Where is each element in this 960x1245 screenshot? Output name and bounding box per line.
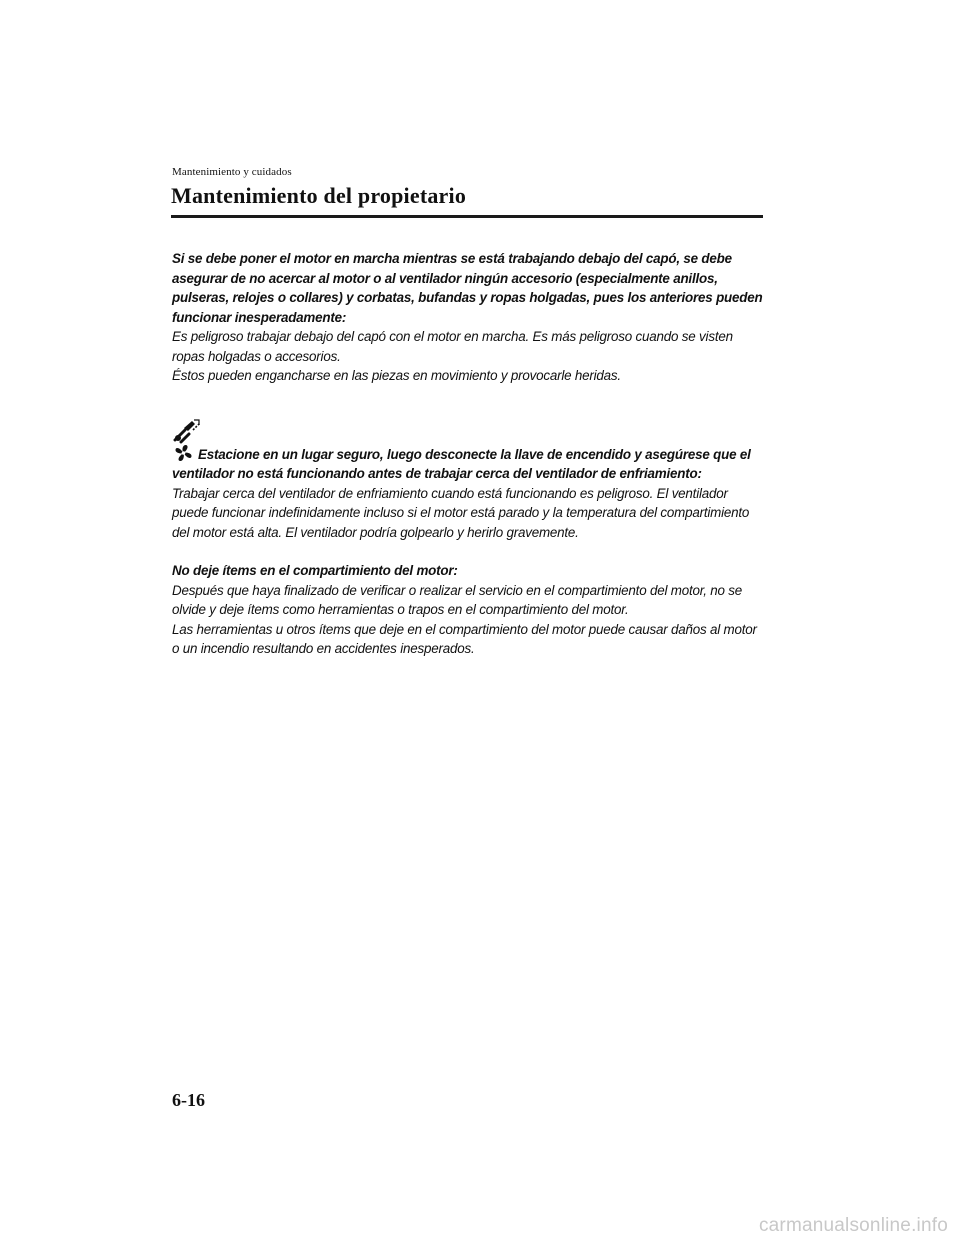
page-title: Mantenimiento del propietario <box>171 183 467 208</box>
tools-icon <box>172 418 202 444</box>
warning-block-engine-running <box>172 249 764 386</box>
fan-icon <box>172 444 195 462</box>
warning-heading <box>172 444 764 484</box>
warning-body: Trabajar cerca del ventilador de enfriamiento cuando está funcionando es peligroso. El ventilador puede funcionar indefinidamente incluso si el motor está parado y la temperatura del compartimiento del motor está alta. El ventilador podría golpearlo y herirlo gravemente. <box>172 485 750 540</box>
watermark: carmanualsonline.info <box>758 1215 948 1236</box>
warning-heading: Si se debe poner el motor en marcha mientras se está trabajando debajo del capó, se debe asegurar de no acercar al motor o al ventilador ningún accesorio (especialmente anillos, pulseras, relojes o collares) y corbatas, bufandas y ropas holgadas, pues los anteriores pueden funcionar inesperadamente: <box>172 251 763 325</box>
warning-block-fan <box>172 444 764 543</box>
page-content <box>172 249 764 659</box>
warning-heading: No deje ítems en el compartimiento del motor: <box>172 563 458 578</box>
warning-block-items <box>172 561 764 659</box>
warning-body: Éstos pueden engancharse en las piezas en movimiento y provocarle heridas. <box>172 368 621 383</box>
warning-heading-text: Estacione en un lugar seguro, luego desconecte la llave de encendido y asegúrese que el ventilador no está funcionando antes de trabajar cerca del ventilador de enfriamiento: <box>172 446 751 481</box>
tools-icon-row <box>172 416 764 444</box>
warning-body: Es peligroso trabajar debajo del capó con el motor en marcha. Es más peligroso cuando se visten ropas holgadas o accesorios. <box>172 329 733 364</box>
header-divider <box>171 215 763 218</box>
section-label: Mantenimiento y cuidados <box>172 166 292 178</box>
warning-body: Después que haya finalizado de verificar o realizar el servicio en el compartimiento del motor, no se olvide y deje ítems como herramientas o trapos en el compartimiento del motor. <box>172 582 743 617</box>
page-number: 6-16 <box>172 1090 205 1110</box>
warning-body: Las herramientas u otros ítems que deje en el compartimiento del motor puede causar daños al motor o un incendio resultando en accidentes inesperados. <box>172 621 757 656</box>
